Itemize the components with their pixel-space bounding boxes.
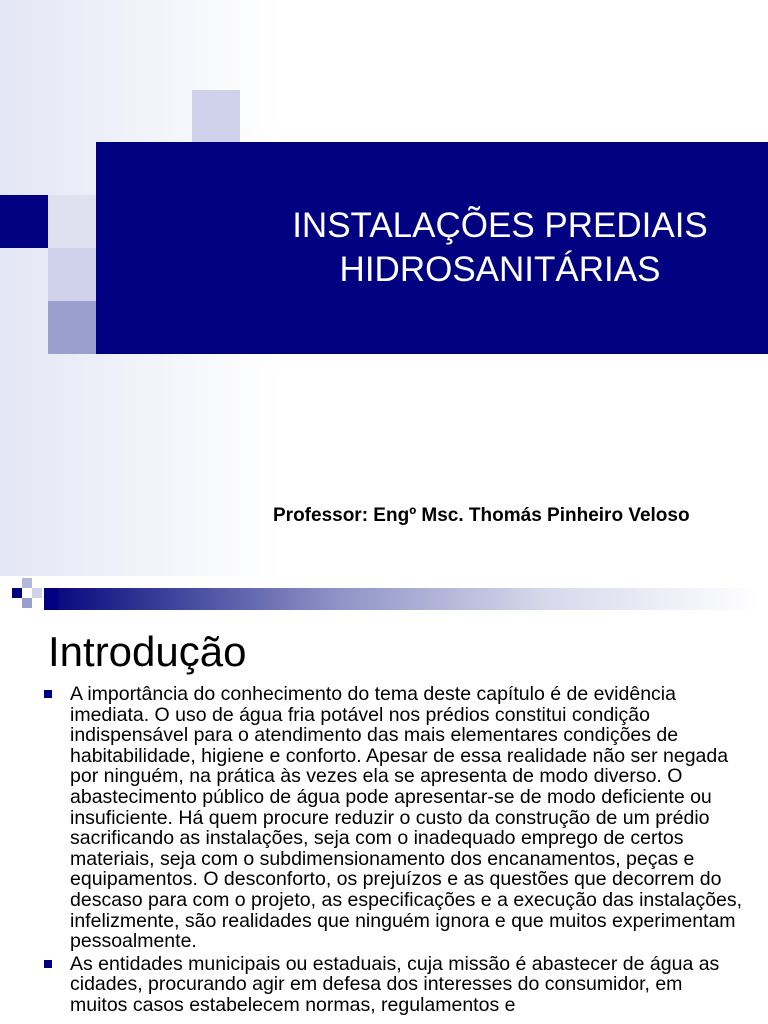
list-item [44, 684, 744, 952]
square-bullet-icon [44, 690, 52, 698]
intro-heading: Introdução [48, 628, 247, 675]
bullet-text: A importância do conhecimento do tema deste capítulo é de evidência imediata. O uso de água fria potável nos prédios constitui condição indispensável para o atendimento das mais elementares condições de habitabilidade, higiene e conforto. Apesar de essa realidade não ser negada por ninguém, na prática às vezes ela se apresenta de modo diverso. O abastecimento público de água pode apresentar-se de modo deficiente ou insuficiente. Há quem procure reduzir o custo da construção de um prédio sacrificando as instalações, seja com o inadequado emprego de certos materiais, seja com o subdimensionamento dos encanamentos, peças e equipamentos. O desconforto, os prejuízos e as questões que decorrem do descaso para com o projeto, as especificações e a execução das instalações, infelizmente, são realidades que ninguém ignora e que muitos experimentam pessoalmente. [70, 683, 743, 953]
list-item [44, 954, 744, 1016]
deco-square [192, 90, 240, 142]
bullet-list [44, 684, 744, 1018]
bullet-text: As entidades municipais ou estaduais, cuja missão é abastecer de água as cidades, procurando agir em defesa dos interesses do consumidor, em muitos casos estabelecem normas, regulamentos e [70, 952, 720, 1016]
divider-square [12, 588, 22, 598]
slide-title-line1: INSTALAÇÕES PREDIAIS [292, 206, 708, 245]
divider-square [44, 588, 58, 610]
deco-square [48, 195, 96, 248]
square-bullet-icon [44, 960, 52, 968]
divider-gradient-bar [58, 588, 758, 610]
professor-name: Professor: Engº Msc. Thomás Pinheiro Veloso [273, 505, 690, 526]
divider-square [22, 578, 32, 588]
divider-square [32, 588, 42, 598]
left-navy-bar [0, 195, 48, 248]
slide-title [240, 204, 760, 292]
slide-title-line2: HIDROSANITÁRIAS [339, 250, 661, 289]
deco-square [48, 301, 96, 354]
deco-square [48, 248, 96, 301]
divider-square [22, 598, 32, 608]
